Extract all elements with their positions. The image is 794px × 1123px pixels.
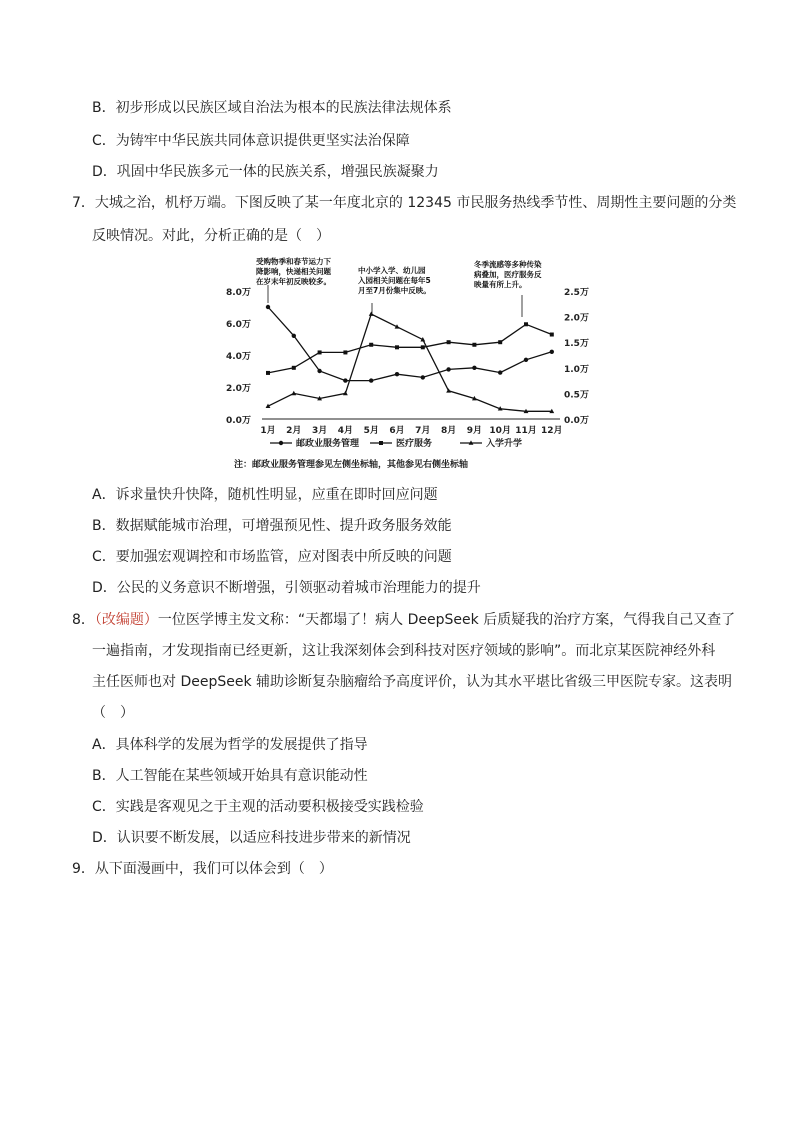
right-axis-tick-label: 0.0万 xyxy=(564,416,589,426)
series-1-point xyxy=(421,375,425,379)
chart-note: 注：邮政业服务管理参见左侧坐标轴，其他参见右侧坐标轴 xyxy=(234,460,469,470)
x-axis-tick-label: 2月 xyxy=(286,426,302,436)
series-line-2 xyxy=(268,324,552,373)
series-2-point xyxy=(421,345,425,349)
series-1-point xyxy=(550,350,554,354)
series-2-point xyxy=(524,322,528,326)
series-1-point xyxy=(524,358,528,362)
series-1-point xyxy=(446,367,450,371)
series-1-point xyxy=(395,372,399,376)
series-3-point xyxy=(343,391,348,395)
ann1-line: 降影响，快递相关问题 xyxy=(256,267,331,276)
x-axis-tick-label: 3月 xyxy=(311,426,328,436)
series-1-point xyxy=(498,370,502,374)
q9-text: 从下面漫画中，我们可以体会到（ ） xyxy=(94,861,333,877)
left-axis-tick-label: 0.0万 xyxy=(226,416,251,426)
q7-stem-line1 xyxy=(72,193,736,213)
legend-marker-square xyxy=(379,441,383,445)
q7-option-d: D．公民的义务意识不断增强，引领驱动着城市治理能力的提升 xyxy=(92,580,481,596)
series-1-point xyxy=(266,305,270,309)
series-line-3 xyxy=(268,314,552,411)
right-axis-tick-label: 2.5万 xyxy=(564,288,589,298)
x-axis-tick-label: 11月 xyxy=(515,426,537,436)
ann3-line: 映量有所上升。 xyxy=(474,280,527,289)
series-3-point xyxy=(369,311,374,315)
right-axis-tick-label: 1.0万 xyxy=(564,364,589,375)
series-2-point xyxy=(395,345,399,349)
ann1-line: 在岁末年初反映较多。 xyxy=(256,277,331,286)
q6-option-b: B．初步形成以民族区域自治法为根本的民族法律法规体系 xyxy=(92,100,452,116)
ann2-line: 中小学入学、幼儿园 xyxy=(358,266,426,275)
q8-option-d: D．认识要不断发展，以适应科技进步带来的新情况 xyxy=(92,830,411,846)
q7-stem-line2: 反映情况。对此，分析正确的是（ ） xyxy=(92,228,330,244)
ann2-line: 月至7月份集中反映。 xyxy=(358,286,431,295)
x-axis-tick-label: 5月 xyxy=(363,426,379,436)
left-axis-tick-label: 4.0万 xyxy=(226,352,251,362)
series-1-point xyxy=(472,366,476,370)
ann3-line: 病叠加，医疗服务反 xyxy=(474,270,542,279)
q9-stem xyxy=(72,859,333,879)
series-1-point xyxy=(343,378,347,382)
x-axis-tick-label: 4月 xyxy=(337,426,354,436)
series-2-point xyxy=(472,343,476,347)
x-axis-tick-label: 12月 xyxy=(541,426,563,436)
chart-axes xyxy=(226,287,589,436)
q8-stem-line3: 主任医师也对 DeepSeek 辅助诊断复杂脑瘤给予高度评价，认为其水平堪比省级三甲医院专家。这表明 xyxy=(92,674,733,690)
x-axis-tick-label: 1月 xyxy=(260,426,276,436)
x-axis-tick-label: 7月 xyxy=(415,426,431,436)
series-2-point xyxy=(369,343,373,347)
q6-option-c: C．为铸牢中华民族共同体意识提供更坚实法治保障 xyxy=(92,133,410,149)
annotation-medical xyxy=(473,259,542,317)
legend-marker-circle xyxy=(279,441,283,445)
x-axis-tick-label: 10月 xyxy=(489,426,511,436)
annotation-postal xyxy=(256,256,331,303)
series-2-point xyxy=(292,366,296,370)
ann1-line: 受购物季和春节运力下 xyxy=(256,257,331,266)
series-2-point xyxy=(498,340,502,344)
series-2-point xyxy=(550,333,554,337)
q8-option-b: B．人工智能在某些领域开始具有意识能动性 xyxy=(92,768,368,784)
q7-option-a: A．诉求量快升快降，随机性明显，应重在即时回应问题 xyxy=(92,487,438,503)
q9-number: 9． xyxy=(72,861,95,877)
hotline-line-chart xyxy=(222,255,589,473)
right-axis-tick-label: 2.0万 xyxy=(564,313,589,324)
left-axis-tick-label: 6.0万 xyxy=(226,320,251,330)
q6-option-d: D．巩固中华民族多元一体的民族关系，增强民族凝聚力 xyxy=(92,164,439,180)
ann2-line: 入园相关问题在每年5 xyxy=(358,276,431,285)
series-1-point xyxy=(317,369,321,373)
q8-option-c: C．实践是客观见之于主观的活动要积极接受实践检验 xyxy=(92,799,424,815)
x-axis-tick-label: 9月 xyxy=(466,426,483,436)
series-line-1 xyxy=(268,307,552,381)
series-1-point xyxy=(369,378,373,382)
legend-label-3: 入学升学 xyxy=(486,439,523,449)
legend-label-1: 邮政业服务管理 xyxy=(296,439,360,449)
ann3-line: 冬季流感等多种传染 xyxy=(474,260,542,269)
q8-number: 8． xyxy=(72,612,95,628)
q7-option-b: B．数据赋能城市治理，可增强预见性、提升政务服务效能 xyxy=(92,518,452,534)
chart-legend xyxy=(270,437,522,449)
right-axis-tick-label: 1.5万 xyxy=(564,339,589,350)
series-2-point xyxy=(447,340,451,344)
series-1-point xyxy=(292,334,296,338)
q8-option-a: A．具体科学的发展为哲学的发展提供了指导 xyxy=(92,737,368,753)
q8-stem-line2: 一遍指南，才发现指南已经更新，这让我深刻体会到科技对医疗领域的影响”。而北京某医院神经外科 xyxy=(92,643,716,659)
series-2-point xyxy=(318,350,322,354)
left-axis-tick-label: 8.0万 xyxy=(226,288,251,298)
x-axis-tick-label: 6月 xyxy=(389,426,405,436)
legend-label-2: 医疗服务 xyxy=(396,439,433,449)
left-axis-tick-label: 2.0万 xyxy=(226,384,251,394)
q7-option-c: C．要加强宏观调控和市场监管，应对图表中所反映的问题 xyxy=(92,549,452,565)
q7-number: 7． xyxy=(72,195,95,211)
q7-stem-text: 大城之治，机杼万端。下图反映了某一年度北京的 12345 市民服务热线季节性、周期性主要问题的分类 xyxy=(94,195,737,211)
q8-tag: （改编题） xyxy=(94,612,158,628)
q8-text: 一位医学博主发文称：“天都塌了！病人 DeepSeek 后质疑我的治疗方案，气得我自己又查了 xyxy=(157,612,736,628)
right-axis-tick-label: 0.5万 xyxy=(564,390,589,401)
series-2-point xyxy=(343,350,347,354)
chart-plot-area xyxy=(266,305,555,413)
series-3-point xyxy=(291,391,296,395)
x-axis-tick-label: 8月 xyxy=(440,426,457,436)
q8-stem-line1 xyxy=(72,610,735,630)
annotation-enrollment xyxy=(357,265,431,315)
series-2-point xyxy=(266,371,270,375)
q8-stem-line4: （ ） xyxy=(92,705,134,721)
